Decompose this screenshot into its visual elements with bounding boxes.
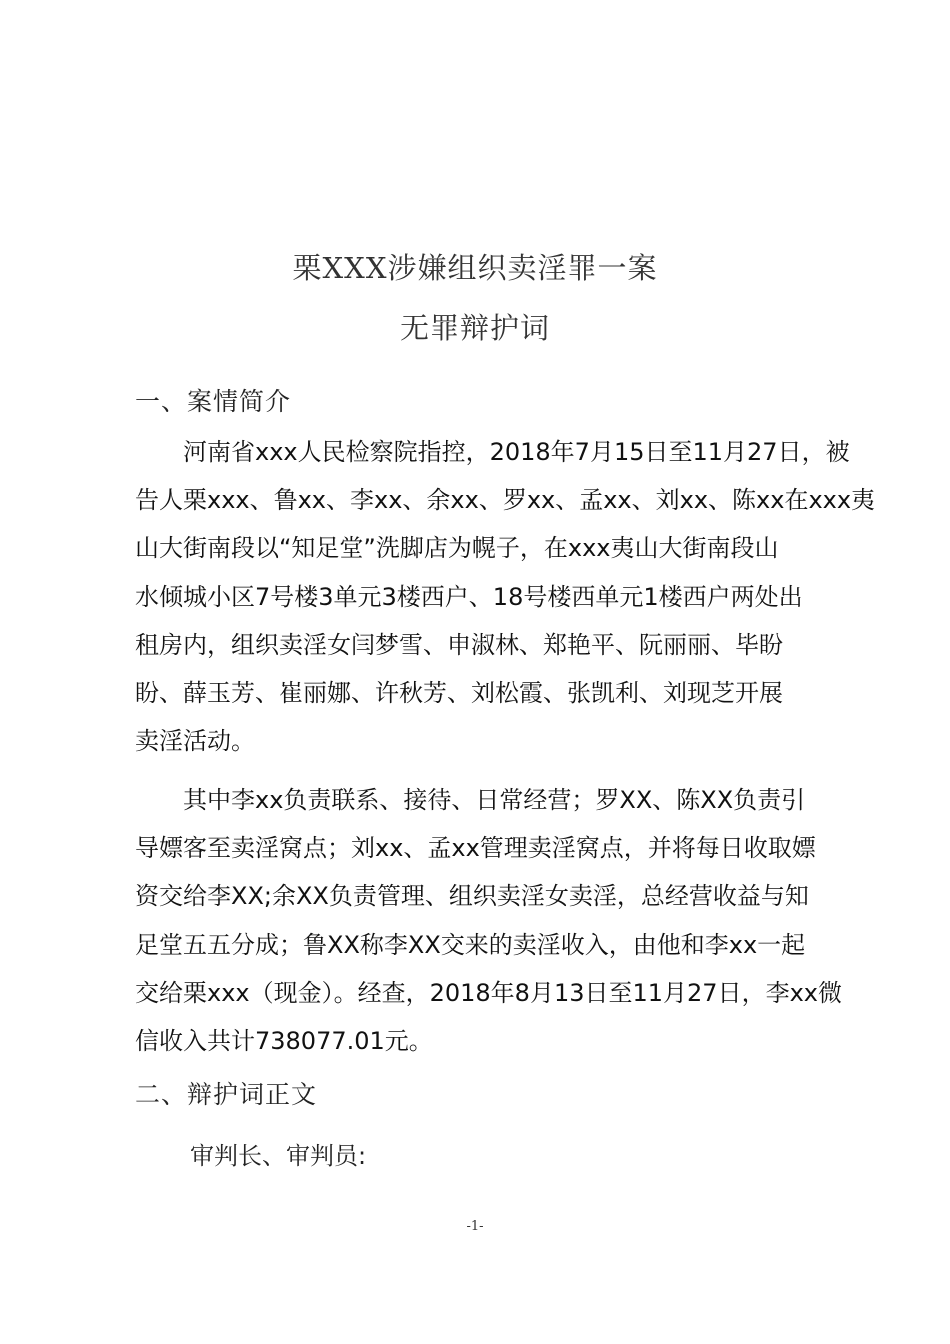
paragraph-line: 河南省xxx人民检察院指控，2018年7月15日至11月27日，被: [183, 438, 850, 466]
paragraph-line: 资交给李XX;余XX负责管理、组织卖淫女卖淫，总经营收益与知: [135, 882, 809, 911]
roles-paragraph: [135, 776, 842, 1065]
paragraph-line: 卖淫活动。: [135, 727, 255, 756]
paragraph-line: 交给栗xxx（现金）。经查，2018年8月13日至11月27日，李xx微: [135, 978, 842, 1007]
page-number: -1-: [466, 1219, 484, 1234]
section-heading-defense-text: 二、辩护词正文: [135, 1080, 318, 1109]
paragraph-line: 告人栗xxx、鲁xx、李xx、余xx、罗xx、孟xx、刘xx、陈xx在xxx夷: [135, 486, 876, 515]
document-title: 栗XXX涉嫌组织卖淫罪一案: [292, 251, 658, 285]
paragraph-line: 水倾城小区7号楼3单元3楼西户、18号楼西单元1楼西户两处出: [135, 582, 803, 611]
paragraph-line: 山大街南段以“知足堂”洗脚店为幌子，在xxx夷山大街南段山: [135, 534, 779, 563]
section-heading-case-summary: 一、案情简介: [135, 387, 292, 416]
paragraph-line: 导嫖客至卖淫窝点；刘xx、孟xx管理卖淫窝点，并将每日收取嫖: [135, 834, 816, 863]
document-subtitle: 无罪辩护词: [399, 311, 550, 345]
salutation: 审判长、审判员:: [190, 1142, 367, 1170]
paragraph-line: 其中李xx负责联系、接待、日常经营；罗XX、陈XX负责引: [183, 786, 806, 814]
case-summary-paragraph: [135, 428, 876, 765]
paragraph-line: 信收入共计738077.01元。: [135, 1026, 433, 1055]
paragraph-line: 租房内，组织卖淫女闫梦雪、申淑林、郑艳平、阮丽丽、毕盼: [135, 630, 783, 659]
paragraph-line: 盼、薛玉芳、崔丽娜、许秋芳、刘松霞、张凯利、刘现芝开展: [135, 678, 783, 707]
paragraph-line: 足堂五五分成；鲁XX称李XX交来的卖淫收入，由他和李xx一起: [135, 930, 806, 959]
